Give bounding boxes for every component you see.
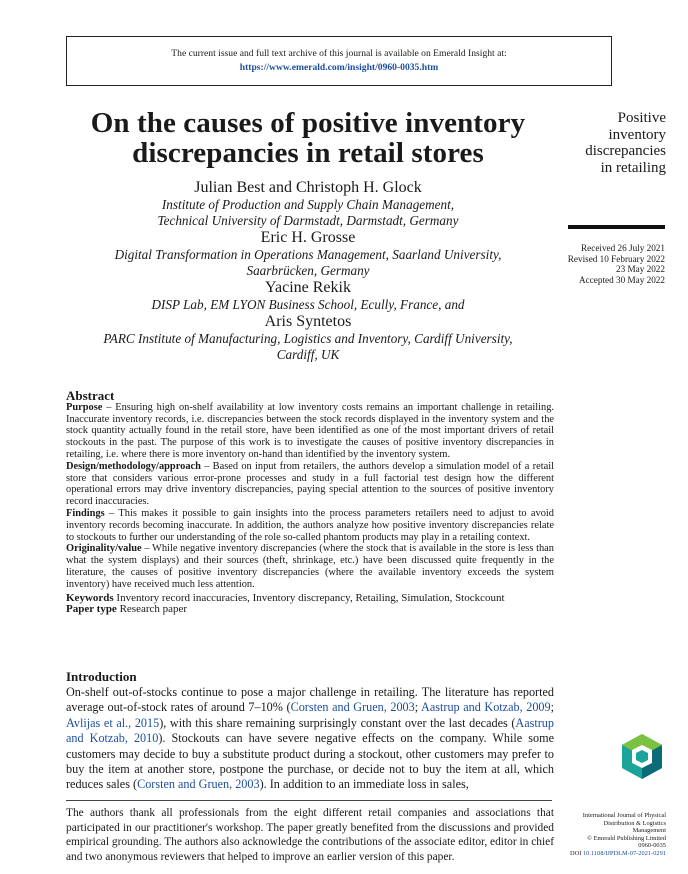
author-block [66, 179, 550, 363]
affiliation-4b: Cardiff, UK [276, 347, 340, 362]
design-label: Design/methodology/approach [66, 460, 201, 472]
introduction-paragraph [66, 685, 554, 793]
acknowledgement-footnote: The authors thank all professionals from the eight different retail companies and associations that participated in our practitioner's workshop. The paper greatly benefited from the discussions and provided empirical grounding. The authors also acknowledge the contributions of the associate editor, editor in chief and two anonymous reviewers that helped to improve an earlier version of this paper. [66, 807, 554, 863]
introduction-heading: Introduction [66, 669, 137, 684]
paper-type-text: Research paper [116, 603, 188, 616]
abstract-findings [66, 508, 554, 543]
publisher: © Emerald Publishing Limited [587, 834, 666, 842]
originality-text: – While negative inventory discrepancies (where the stock that is available in the store is less than what the system displays) and their sources (theft, shrinkage, etc.) have been discussed quite frequently in the literature, the causes of positive inventory discrepancies (where the available inventory exceeds the system inventory) have received much less attention. [66, 543, 554, 590]
citation-link[interactable]: Aastrup and Kotzab, 2009 [421, 700, 551, 715]
date-revised: Revised 10 February 2022 [567, 253, 665, 264]
submission-dates [540, 243, 665, 285]
affiliation-1b: Technical University of Darmstadt, Darmstadt, Germany [157, 213, 459, 228]
banner-text: The current issue and full text archive of this journal is available on Emerald Insight at: [171, 48, 507, 59]
paper-type-label: Paper type [66, 603, 117, 616]
running-title-line: Positive [617, 110, 666, 126]
journal-url-link[interactable]: https://www.emerald.com/insight/0960-0035.htm [239, 62, 439, 73]
running-title-line: in retailing [600, 159, 666, 176]
author-name-3: Yacine Rekik [265, 279, 351, 296]
sidebar-divider [568, 225, 665, 229]
affiliation-2a: Digital Transformation in Operations Management, Saarland University, [114, 247, 502, 262]
journal-info [560, 812, 666, 858]
intro-text: ; [550, 700, 554, 715]
date-revised-2: 23 May 2022 [616, 264, 665, 274]
affiliation-3: DISP Lab, EM LYON Business School, Ecully, France, and [151, 297, 465, 312]
journal-name-line: International Journal of Physical [582, 812, 666, 819]
author-name-2: Eric H. Grosse [260, 229, 356, 246]
paper-type [66, 604, 554, 616]
purpose-label: Purpose [66, 401, 103, 413]
citation-link[interactable]: Aastrup and Kotzab, 2010 [66, 715, 554, 746]
abstract-section [66, 390, 554, 616]
design-text: – Based on input from retailers, the authors develop a simulation model of a retail store that considers various error-prone processes and study in a full factorial test design how the different operational errors may drive inventory discrepancies, paying special attention to the sources of positive inventory record inaccuracies. [66, 460, 554, 508]
journal-logo-icon [620, 732, 664, 792]
doi-label: DOI [570, 849, 583, 857]
journal-name-line: Distribution & Logistics [603, 819, 666, 827]
abstract-heading: Abstract [66, 388, 115, 403]
citation-link[interactable]: Avlijas et al., 2015 [66, 715, 160, 730]
purpose-text: – Ensuring high on-shelf availability at low inventory costs remains an important challenge in retailing. Inaccurate inventory records, i.e. discrepancies between the stock records displayed in the inventory system and the stock quantity actually found in the retail store, have been identified as one of the most important drivers of retail stockouts in the past. The purpose of this work is to investigate the causes of positive inventory discrepancies in retailing, i.e. where there is more inventory on-hand than identified by the inventory system. [66, 401, 554, 460]
availability-banner [66, 36, 612, 86]
author-name-4: Aris Syntetos [264, 313, 352, 330]
affiliation-2b: Saarbrücken, Germany [246, 263, 370, 278]
running-title [560, 110, 666, 176]
date-received: Received 26 July 2021 [581, 243, 665, 253]
author-names-1: Julian Best and Christoph H. Glock [194, 179, 422, 196]
abstract-originality [66, 543, 554, 590]
doi-link[interactable]: 10.1108/IJPDLM-07-2021-0291 [582, 849, 666, 857]
footnote-divider [66, 800, 552, 801]
abstract-design [66, 461, 554, 508]
issn: 0960-0035 [638, 842, 666, 850]
intro-text: ). In addition to an immediate loss in sales, [259, 777, 469, 792]
affiliation-1a: Institute of Production and Supply Chain Management, [161, 197, 455, 212]
intro-text: ), with this share remaining surprisingly constant over the last decades ( [159, 715, 516, 730]
paper-title [44, 108, 572, 168]
title-line-1: On the causes of positive inventory [90, 107, 526, 139]
keywords-text: Inventory record inaccuracies, Inventory discrepancy, Retailing, Simulation, Stockcount [113, 591, 505, 604]
doi-line [560, 850, 666, 858]
citation-link[interactable]: Corsten and Gruen, 2003 [137, 777, 260, 792]
findings-label: Findings [66, 507, 105, 519]
date-accepted: Accepted 30 May 2022 [579, 274, 665, 285]
affiliation-4a: PARC Institute of Manufacturing, Logistics and Inventory, Cardiff University, [103, 331, 513, 346]
intro-text: On-shelf out-of-stocks continue to pose a major challenge in retailing. The literature has reported average out-of-stock rates of around 7–10% ( [66, 685, 554, 715]
intro-text: ; [414, 700, 422, 715]
findings-text: – This makes it possible to gain insights into the process parameters retailers need to adjust to avoid inventory records becoming inaccurate. In addition, the authors analyze how positive inventory discrepancies relate to stockouts to further our understanding of the role so-called phantom products may play in a retailing context. [66, 507, 554, 543]
citation-link[interactable]: Corsten and Gruen, 2003 [290, 700, 415, 715]
running-title-line: inventory [608, 126, 666, 143]
keywords-label: Keywords [66, 591, 114, 604]
originality-label: Originality/value [66, 543, 142, 555]
intro-text: ). Stockouts can have severe negative effects on the company. While some customers may decide to buy a substitute product during a stockout, other customers may prefer to buy the item at another store, postpone the purchase, or decide not to buy the item at all, which reduces sales ( [66, 731, 554, 792]
title-line-2: discrepancies in retail stores [132, 137, 484, 169]
journal-name-line: Management [632, 827, 666, 835]
running-title-line: discrepancies [585, 143, 666, 159]
abstract-purpose [66, 402, 554, 461]
